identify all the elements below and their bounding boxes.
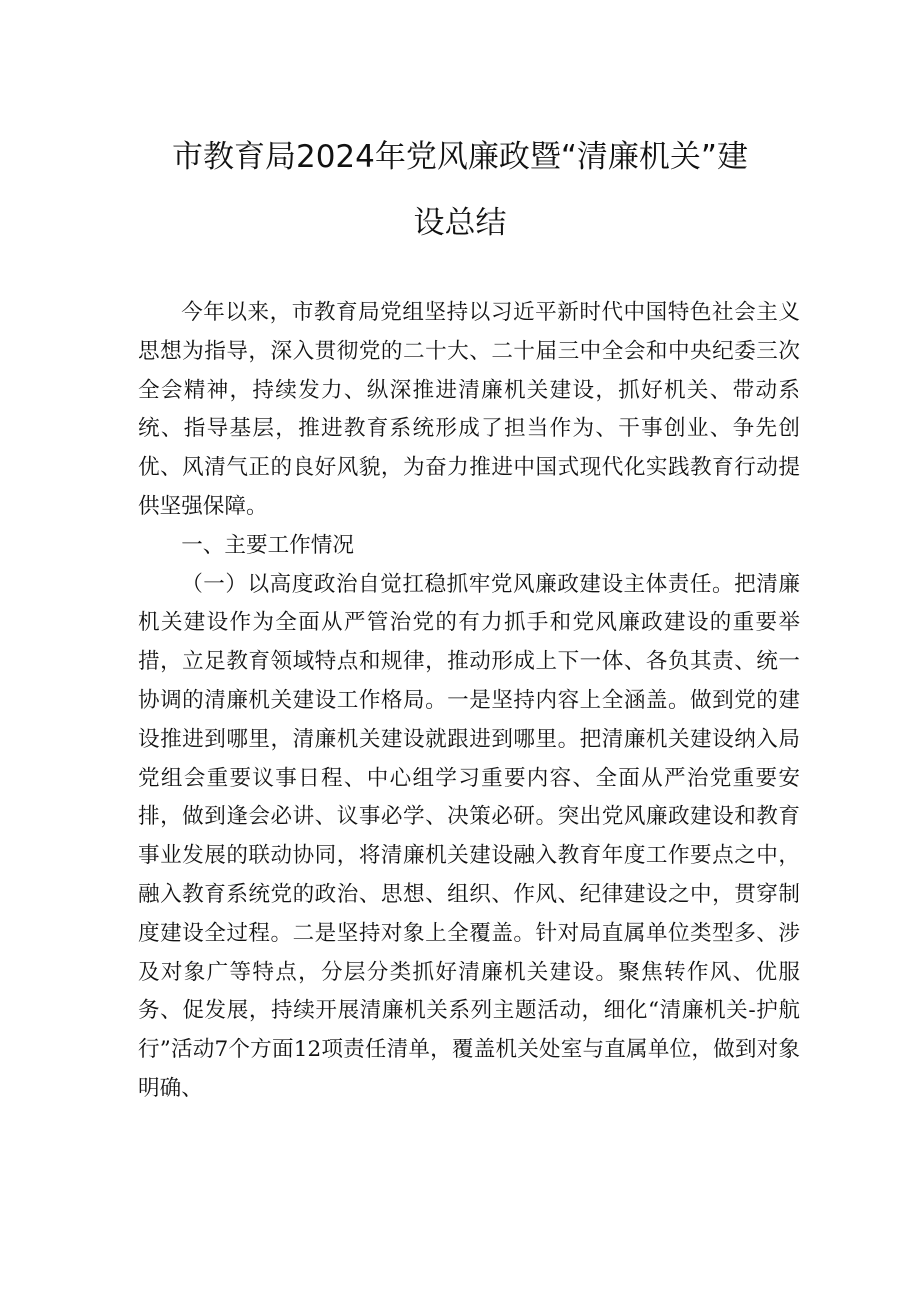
intro-paragraph: 今年以来，市教育局党组坚持以习近平新时代中国特色社会主义思想为指导，深入贯彻党的二十大、二十届三中全会和中央纪委三次全会精神，持续发力、纵深推进清廉机关建设，抓好机关、带动系统、指导基层，推进教育系统形成了担当作为、干事创业、争先创优、风清气正的良好风貌，为奋力推进中国式现代化实践教育行动提供坚强保障。 — [138, 300, 800, 519]
document-title-line-1: 市教育局2024年党风廉政暨“清廉机关”建 — [171, 139, 748, 175]
section-heading-main-work: 一、主要工作情况 — [181, 532, 354, 558]
document-body — [138, 294, 800, 1109]
document-title-line-2: 设总结 — [413, 205, 507, 241]
section-paragraph-responsibility: （一）以高度政治自觉扛稳抓牢党风廉政建设主体责任。把清廉机关建设作为全面从严管治党的有力抓手和党风廉政建设的重要举措，立足教育领域特点和规律，推动形成上下一体、各负其责、统一协调的清廉机关建设工作格局。一是坚持内容上全涵盖。做到党的建设推进到哪里，清廉机关建设就跟进到哪里。把清廉机关建设纳入局党组会重要议事日程、中心组学习重要内容、全面从严治党重要安排，做到逢会必讲、议事必学、决策必研。突出党风廉政建设和教育事业发展的联动协同，将清廉机关建设融入教育年度工作要点之中，融入教育系统党的政治、思想、组织、作风、纪律建设之中，贯穿制度建设全过程。二是坚持对象上全覆盖。针对局直属单位类型多、涉及对象广等特点，分层分类抓好清廉机关建设。聚焦转作风、优服务、促发展，持续开展清廉机关系列主题活动，细化“清廉机关-护航行”活动7个方面12项责任清单，覆盖机关处室与直属单位，做到对象明确、 — [138, 571, 800, 1101]
